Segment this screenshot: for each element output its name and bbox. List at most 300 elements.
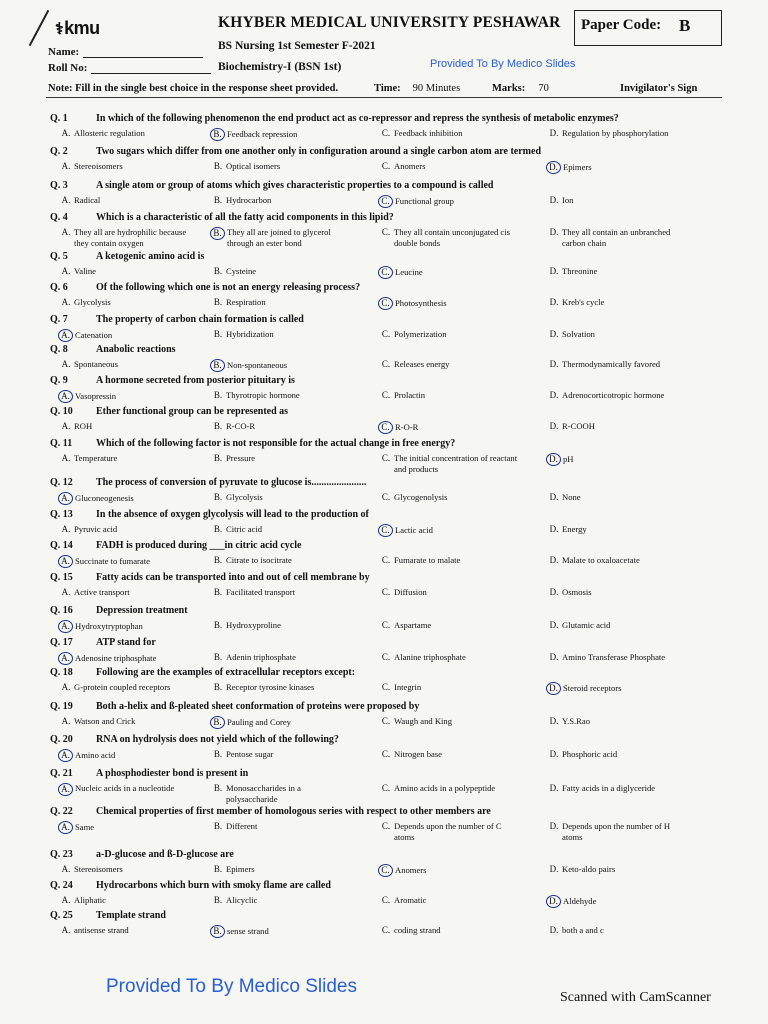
answer-option[interactable] (378, 783, 495, 794)
question-number: Q. 23 (50, 849, 73, 860)
answer-option[interactable] (58, 128, 145, 139)
answer-option[interactable] (546, 359, 660, 370)
option-text: Respiration (226, 297, 266, 307)
option-text: pH (563, 454, 574, 464)
option-row (50, 716, 730, 732)
option-letter: A. (61, 453, 71, 463)
option-text: Active transport (74, 587, 130, 597)
answer-option[interactable] (546, 682, 621, 695)
option-text: They all are hydrophilic because they contain oxygen (74, 227, 187, 248)
option-letter: D. (549, 587, 559, 597)
option-text: None (562, 492, 581, 502)
option-text: Stereoisomers (74, 864, 123, 874)
question-item (50, 540, 730, 571)
option-text: Polymerization (394, 329, 447, 339)
answer-option[interactable] (58, 620, 143, 633)
question-text: Template strand (96, 910, 166, 921)
question-line (50, 438, 730, 453)
option-row (50, 925, 730, 941)
question-line (50, 314, 730, 329)
answer-option[interactable] (210, 587, 295, 598)
answer-option[interactable] (546, 783, 655, 794)
answer-option[interactable] (378, 895, 426, 906)
option-letter: D. (549, 864, 559, 874)
answer-option[interactable] (210, 749, 274, 760)
option-letter: C. (381, 390, 391, 400)
circled-answer-letter: C. (378, 421, 393, 434)
question-number: Q. 15 (50, 572, 73, 583)
answer-option[interactable] (58, 864, 123, 875)
option-text: Facilitated transport (226, 587, 295, 597)
answer-option[interactable] (546, 864, 615, 875)
question-line (50, 849, 730, 864)
answer-option[interactable] (58, 359, 118, 370)
option-text: They all are joined to glycerol through an ester bond (227, 227, 331, 248)
question-number: Q. 18 (50, 667, 73, 678)
answer-option[interactable] (58, 390, 116, 403)
option-text: Spontaneous (74, 359, 118, 369)
question-text: Fatty acids can be transported into and out of cell membrane by (96, 572, 370, 583)
option-text: Temperature (74, 453, 118, 463)
answer-option[interactable] (546, 195, 573, 206)
answer-option[interactable] (378, 925, 441, 936)
option-text: Adenin triphosphate (226, 652, 296, 662)
answer-option[interactable] (378, 390, 425, 401)
question-text: A ketogenic amino acid is (96, 251, 205, 262)
answer-option[interactable] (58, 587, 130, 598)
answer-option[interactable] (378, 620, 431, 631)
option-letter: D. (549, 421, 559, 431)
question-text: The process of conversion of pyruvate to glucose is...................... (96, 477, 367, 488)
option-letter: C. (381, 453, 391, 463)
question-text: The property of carbon chain formation is called (96, 314, 304, 325)
answer-option[interactable] (210, 555, 292, 566)
option-text: R-COOH (562, 421, 595, 431)
time-info: Time: 90 Minutes (374, 83, 461, 94)
option-text: coding strand (394, 925, 441, 935)
answer-option[interactable] (58, 421, 92, 432)
question-number: Q. 9 (50, 375, 68, 386)
question-number: Q. 13 (50, 509, 73, 520)
option-text: Amino Transferase Phosphate (562, 652, 666, 662)
option-letter: B. (213, 453, 223, 463)
option-text: ROH (74, 421, 93, 431)
question-line (50, 910, 730, 925)
answer-option[interactable] (210, 266, 256, 277)
option-text: Nitrogen base (394, 749, 442, 759)
answer-option[interactable] (210, 195, 271, 206)
answer-option[interactable] (58, 453, 117, 464)
option-text: Hydrocarbon (226, 195, 272, 205)
option-text: Depends upon the number of H atoms (562, 821, 671, 842)
answer-option[interactable] (546, 587, 592, 598)
answer-option[interactable] (546, 749, 617, 760)
question-number: Q. 5 (50, 251, 68, 262)
option-row (50, 864, 730, 880)
question-item (50, 314, 730, 345)
answer-option[interactable] (210, 716, 291, 729)
question-text: In which of the following phenomenon the end product act as co-repressor and repress the synthesis of metabolic enzymes? (96, 113, 619, 124)
answer-option[interactable] (58, 524, 117, 535)
option-row (50, 128, 730, 144)
option-letter: C. (381, 925, 391, 935)
question-text: A phosphodiester bond is present in (96, 768, 249, 779)
program-title: BS Nursing 1st Semester F-2021 (218, 40, 376, 52)
circled-answer-letter: C. (378, 266, 393, 279)
circled-answer-letter: B. (210, 716, 225, 729)
question-line (50, 477, 730, 492)
answer-option[interactable] (210, 329, 274, 340)
answer-option[interactable] (378, 492, 447, 503)
answer-option[interactable] (210, 359, 287, 372)
option-letter: D. (549, 227, 559, 237)
question-text: A hormone secreted from posterior pituitary is (96, 375, 295, 386)
option-letter: D. (549, 329, 559, 339)
option-letter: D. (549, 783, 559, 793)
subject-title: Biochemistry-I (BSN 1st) (218, 61, 342, 73)
question-item (50, 701, 730, 732)
option-letter: A. (61, 716, 71, 726)
answer-option[interactable] (546, 266, 597, 277)
answer-option[interactable] (546, 555, 640, 566)
option-text: Cysteine (226, 266, 257, 276)
camscanner-label: Scanned with CamScanner (560, 990, 711, 1005)
circled-answer-letter: B. (210, 227, 225, 240)
question-number: Q. 17 (50, 637, 73, 648)
option-text: Solvation (562, 329, 595, 339)
answer-option[interactable] (58, 492, 134, 505)
option-text: Anomers (395, 865, 427, 875)
paper-code-value: B (679, 16, 691, 35)
option-row (50, 524, 730, 540)
question-item (50, 146, 730, 177)
answer-option[interactable] (378, 421, 418, 434)
question-line (50, 572, 730, 587)
answer-option[interactable] (58, 297, 111, 308)
option-text: Keto-aldo pairs (562, 864, 616, 874)
option-text: Threonine (562, 266, 598, 276)
answer-option[interactable] (210, 783, 360, 804)
answer-option[interactable] (210, 620, 281, 631)
circled-answer-letter: A. (58, 329, 73, 342)
option-row (50, 453, 730, 474)
answer-option[interactable] (378, 682, 421, 693)
answer-option[interactable] (58, 821, 94, 834)
question-item (50, 282, 730, 313)
answer-option[interactable] (546, 227, 696, 248)
question-number: Q. 24 (50, 880, 73, 891)
question-item (50, 637, 730, 668)
circled-answer-letter: C. (378, 297, 393, 310)
option-text: Depends upon the number of C atoms (394, 821, 502, 842)
answer-option[interactable] (210, 390, 300, 401)
answer-option[interactable] (378, 195, 454, 208)
option-text: Aspartame (394, 620, 432, 630)
option-letter: D. (549, 297, 559, 307)
option-text: Pentose sugar (226, 749, 274, 759)
question-item (50, 477, 730, 508)
option-text: Energy (562, 524, 587, 534)
answer-option[interactable] (58, 161, 123, 172)
answer-option[interactable] (378, 359, 449, 370)
option-row (50, 652, 730, 668)
option-letter: D. (549, 652, 559, 662)
answer-option[interactable] (546, 652, 665, 663)
question-item (50, 880, 730, 911)
answer-option[interactable] (378, 716, 452, 727)
answer-option[interactable] (546, 453, 574, 466)
answer-option[interactable] (378, 227, 528, 248)
option-letter: C. (381, 652, 391, 662)
option-letter: D. (549, 492, 559, 502)
question-number: Q. 1 (50, 113, 68, 124)
answer-option[interactable] (378, 266, 423, 279)
answer-option[interactable] (546, 329, 595, 340)
option-text: Feedback repression (227, 129, 298, 139)
answer-option[interactable] (210, 421, 255, 432)
question-item (50, 667, 730, 698)
answer-option[interactable] (378, 821, 528, 842)
answer-option[interactable] (58, 716, 135, 727)
option-text: Osmosis (562, 587, 592, 597)
answer-option[interactable] (210, 297, 266, 308)
answer-option[interactable] (58, 783, 208, 796)
option-letter: A. (61, 266, 71, 276)
option-letter: B. (213, 587, 223, 597)
question-text: a-D-glucose and ß-D-glucose are (96, 849, 234, 860)
answer-option[interactable] (58, 925, 129, 936)
option-letter: C. (381, 682, 391, 692)
option-letter: C. (381, 555, 391, 565)
option-text: Hybridization (226, 329, 274, 339)
option-text: Pyruvic acid (74, 524, 118, 534)
question-number: Q. 14 (50, 540, 73, 551)
answer-option[interactable] (546, 524, 587, 535)
circled-answer-letter: C. (378, 195, 393, 208)
option-text: Citrate to isocitrate (226, 555, 292, 565)
option-text: Non-spontaneous (227, 360, 288, 370)
option-letter: A. (61, 421, 71, 431)
answer-option[interactable] (58, 652, 156, 665)
option-letter: B. (213, 524, 223, 534)
answer-option[interactable] (546, 821, 696, 842)
option-text: Succinate to fumarate (75, 556, 150, 566)
option-text: both a and c (562, 925, 604, 935)
option-row (50, 555, 730, 571)
option-text: Pressure (226, 453, 256, 463)
question-number: Q. 10 (50, 406, 73, 417)
option-text: Aldehyde (563, 896, 597, 906)
answer-option[interactable] (210, 524, 262, 535)
option-row (50, 783, 730, 804)
option-row (50, 421, 730, 437)
question-item (50, 910, 730, 941)
answer-option[interactable] (58, 195, 100, 206)
question-item (50, 768, 730, 804)
question-line (50, 540, 730, 555)
option-letter: D. (549, 716, 559, 726)
question-text: Two sugars which differ from one another only in configuration around a single carbon atom are termed (96, 146, 541, 157)
option-letter: B. (213, 555, 223, 565)
answer-option[interactable] (546, 421, 595, 432)
option-text: Radical (74, 195, 101, 205)
answer-option[interactable] (58, 555, 150, 568)
question-text: Hydrocarbons which burn with smoky flame are called (96, 880, 331, 891)
question-number: Q. 4 (50, 212, 68, 223)
answer-option[interactable] (378, 652, 466, 663)
option-text: R-O-R (395, 422, 419, 432)
option-text: sense strand (227, 926, 269, 936)
option-text: Alicyclic (226, 895, 258, 905)
answer-option[interactable] (378, 161, 426, 172)
option-letter: C. (381, 359, 391, 369)
option-row (50, 587, 730, 603)
option-text: Epimers (563, 162, 592, 172)
answer-option[interactable] (546, 492, 581, 503)
answer-option[interactable] (546, 716, 590, 727)
roll-field: Roll No: (48, 62, 211, 74)
option-text: Gluconeogenesis (75, 493, 134, 503)
question-item (50, 806, 730, 842)
option-text: Pauling and Corey (227, 717, 291, 727)
answer-option[interactable] (378, 555, 460, 566)
answer-option[interactable] (546, 895, 596, 908)
answer-option[interactable] (58, 682, 170, 693)
answer-option[interactable] (210, 895, 258, 906)
answer-option[interactable] (378, 749, 442, 760)
answer-option[interactable] (378, 329, 447, 340)
option-letter: D. (549, 390, 559, 400)
question-item (50, 438, 730, 474)
option-row (50, 682, 730, 698)
option-text: Ion (562, 195, 574, 205)
question-line (50, 701, 730, 716)
question-number: Q. 6 (50, 282, 68, 293)
option-text: Y.S.Rao (562, 716, 591, 726)
option-text: Valine (74, 266, 96, 276)
question-line (50, 146, 730, 161)
option-letter: C. (381, 821, 391, 831)
option-letter: A. (61, 195, 71, 205)
option-text: Optical isomers (226, 161, 281, 171)
question-line (50, 667, 730, 682)
circled-answer-letter: A. (58, 652, 73, 665)
option-text: Hydroxytryptophan (75, 621, 143, 631)
answer-option[interactable] (210, 864, 255, 875)
option-letter: C. (381, 128, 391, 138)
answer-option[interactable] (378, 453, 528, 474)
question-number: Q. 16 (50, 605, 73, 616)
answer-option[interactable] (58, 895, 106, 906)
question-item (50, 113, 730, 144)
answer-option[interactable] (58, 227, 208, 248)
question-text: ATP stand for (96, 637, 156, 648)
option-letter: C. (381, 749, 391, 759)
answer-option[interactable] (210, 682, 314, 693)
answer-option[interactable] (378, 128, 463, 139)
answer-option[interactable] (210, 925, 269, 938)
option-letter: B. (213, 682, 223, 692)
answer-option[interactable] (378, 524, 433, 537)
option-text: Anomers (394, 161, 426, 171)
invigilator-sign: Invigilator's Sign (620, 83, 698, 94)
answer-option[interactable] (378, 587, 427, 598)
option-text: Steroid receptors (563, 683, 622, 693)
option-text: Aliphatic (74, 895, 106, 905)
answer-option[interactable] (378, 864, 427, 877)
circled-answer-letter: A. (58, 620, 73, 633)
question-line (50, 375, 730, 390)
option-text: Watson and Crick (74, 716, 136, 726)
option-text: Adrenocorticotropic hormone (562, 390, 665, 400)
header-divider (46, 97, 722, 98)
answer-option[interactable] (378, 297, 447, 310)
answer-option[interactable] (210, 453, 255, 464)
answer-option[interactable] (210, 652, 296, 663)
answer-option[interactable] (546, 297, 604, 308)
option-letter: B. (213, 821, 223, 831)
question-line (50, 406, 730, 421)
question-text: Of the following which one is not an energy releasing process? (96, 282, 361, 293)
question-line (50, 180, 730, 195)
option-row (50, 227, 730, 248)
option-letter: B. (213, 749, 223, 759)
question-line (50, 768, 730, 783)
option-letter: C. (381, 620, 391, 630)
answer-option[interactable] (546, 128, 696, 139)
option-letter: B. (213, 620, 223, 630)
answer-option[interactable] (58, 329, 112, 342)
answer-option[interactable] (210, 821, 257, 832)
option-text: Stereoisomers (74, 161, 123, 171)
question-number: Q. 25 (50, 910, 73, 921)
answer-option[interactable] (210, 492, 263, 503)
answer-option[interactable] (546, 620, 610, 631)
option-text: Adenosine triphosphate (75, 653, 157, 663)
answer-option[interactable] (58, 749, 115, 762)
circled-answer-letter: A. (58, 783, 73, 796)
circled-answer-letter: A. (58, 492, 73, 505)
question-item (50, 605, 730, 636)
option-text: Regulation by phosphorylation (562, 128, 669, 138)
paper-code-label: Paper Code: (581, 17, 662, 33)
option-letter: D. (549, 620, 559, 630)
option-letter: A. (61, 682, 71, 692)
answer-option[interactable] (210, 227, 360, 248)
option-text: Aromatic (394, 895, 427, 905)
option-text: They all contain unconjugated cis double bonds (394, 227, 510, 248)
option-letter: D. (549, 359, 559, 369)
option-letter: A. (61, 128, 71, 138)
option-text: Waugh and King (394, 716, 453, 726)
question-item (50, 212, 730, 248)
answer-option[interactable] (546, 925, 604, 936)
answer-option[interactable] (210, 161, 280, 172)
answer-option[interactable] (546, 390, 664, 401)
answer-option[interactable] (58, 266, 96, 277)
option-letter: D. (549, 749, 559, 759)
question-line (50, 806, 730, 821)
option-letter: A. (61, 297, 71, 307)
answer-option[interactable] (210, 128, 297, 141)
option-row (50, 297, 730, 313)
answer-option[interactable] (546, 161, 592, 174)
circled-answer-letter: B. (210, 128, 225, 141)
option-letter: A. (61, 925, 71, 935)
question-line (50, 212, 730, 227)
option-letter: C. (381, 783, 391, 793)
option-text: Leucine (395, 267, 423, 277)
